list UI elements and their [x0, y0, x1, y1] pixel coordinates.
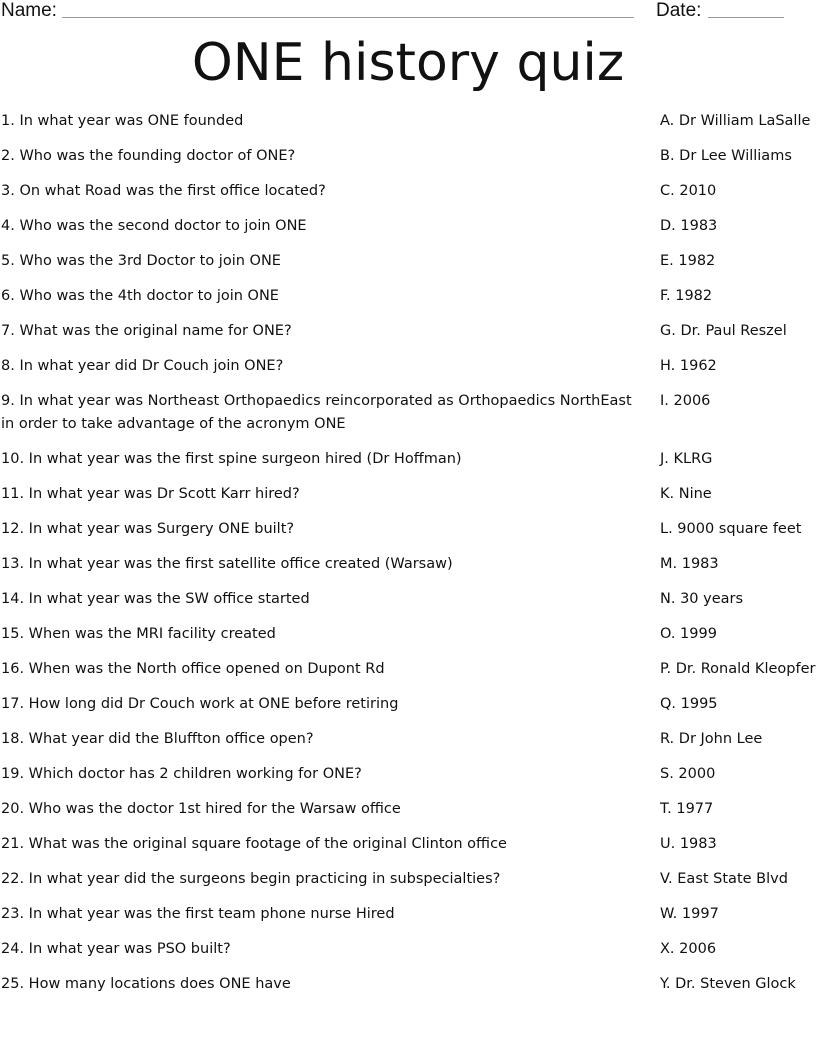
quiz-row [0, 518, 816, 553]
quiz-list [0, 110, 816, 1008]
quiz-row [0, 110, 816, 145]
question-text: 1. In what year was ONE founded [1, 113, 244, 129]
answer-option: R. Dr John Lee [660, 731, 763, 747]
quiz-row [0, 763, 816, 798]
quiz-row [0, 250, 816, 285]
question-text: 23. In what year was the first team phone nurse Hired [1, 906, 395, 922]
answer-option: N. 30 years [660, 591, 744, 607]
quiz-row [0, 215, 816, 250]
quiz-row [0, 180, 816, 215]
quiz-row [0, 355, 816, 390]
quiz-row [0, 285, 816, 320]
answer-option: W. 1997 [660, 906, 719, 922]
question-text: 17. How long did Dr Couch work at ONE before retiring [1, 696, 399, 712]
answer-option: I. 2006 [660, 393, 711, 409]
name-label: Name: [1, 0, 57, 21]
answer-option: L. 9000 square feet [660, 521, 802, 537]
quiz-row [0, 145, 816, 180]
answer-option: O. 1999 [660, 626, 717, 642]
question-text: 20. Who was the doctor 1st hired for the Warsaw office [1, 801, 401, 817]
quiz-row [0, 938, 816, 973]
question-text: 5. Who was the 3rd Doctor to join ONE [1, 253, 281, 269]
question-text: 22. In what year did the surgeons begin practicing in subspecialties? [1, 871, 501, 887]
question-text: 14. In what year was the SW office started [1, 591, 310, 607]
answer-option: V. East State Blvd [660, 871, 788, 887]
answer-option: B. Dr Lee Williams [660, 148, 792, 164]
answer-option: A. Dr William LaSalle [660, 113, 811, 129]
quiz-row [0, 320, 816, 355]
quiz-row [0, 588, 816, 623]
quiz-row [0, 868, 816, 903]
question-text: 25. How many locations does ONE have [1, 976, 291, 992]
name-date-header [0, 0, 816, 28]
question-text: 19. Which doctor has 2 children working for ONE? [1, 766, 362, 782]
answer-option: U. 1983 [660, 836, 717, 852]
quiz-row [0, 623, 816, 658]
page-title: ONE history quiz [191, 33, 625, 93]
question-text: 15. When was the MRI facility created [1, 626, 276, 642]
answer-option: X. 2006 [660, 941, 717, 957]
quiz-row [0, 693, 816, 728]
date-blank-line [708, 17, 784, 18]
quiz-row [0, 483, 816, 518]
question-text: 21. What was the original square footage of the original Clinton office [1, 836, 507, 852]
question-text: 16. When was the North office opened on Dupont Rd [1, 661, 385, 677]
answer-option: F. 1982 [660, 288, 713, 304]
answer-option: P. Dr. Ronald Kleopfer [660, 661, 816, 677]
answer-option: C. 2010 [660, 183, 717, 199]
answer-option: Q. 1995 [660, 696, 718, 712]
question-text: 12. In what year was Surgery ONE built? [1, 521, 295, 537]
quiz-row [0, 448, 816, 483]
answer-option: S. 2000 [660, 766, 716, 782]
question-text: 18. What year did the Bluffton office open? [1, 731, 314, 747]
quiz-row [0, 553, 816, 588]
answer-option: M. 1983 [660, 556, 719, 572]
question-text: 9. In what year was Northeast Orthopaedics reincorporated as Orthopaedics NorthEast in order to take advantage of the acronym ONE [1, 393, 632, 432]
quiz-row [0, 728, 816, 763]
answer-option: Y. Dr. Steven Glock [660, 976, 796, 992]
quiz-row [0, 903, 816, 938]
answer-option: J. KLRG [660, 451, 713, 467]
answer-option: E. 1982 [660, 253, 716, 269]
quiz-row [0, 658, 816, 693]
quiz-row [0, 833, 816, 868]
answer-option: H. 1962 [660, 358, 717, 374]
question-text: 13. In what year was the first satellite office created (Warsaw) [1, 556, 453, 572]
question-text: 10. In what year was the first spine surgeon hired (Dr Hoffman) [1, 451, 462, 467]
question-text: 4. Who was the second doctor to join ONE [1, 218, 307, 234]
question-text: 8. In what year did Dr Couch join ONE? [1, 358, 284, 374]
quiz-row [0, 973, 816, 1008]
answer-option: G. Dr. Paul Reszel [660, 323, 787, 339]
answer-option: T. 1977 [660, 801, 714, 817]
quiz-row [0, 390, 816, 448]
question-text: 3. On what Road was the first office located? [1, 183, 326, 199]
question-text: 2. Who was the founding doctor of ONE? [1, 148, 296, 164]
date-label: Date: [656, 0, 702, 21]
quiz-row [0, 798, 816, 833]
question-text: 7. What was the original name for ONE? [1, 323, 292, 339]
question-text: 11. In what year was Dr Scott Karr hired? [1, 486, 300, 502]
answer-option: D. 1983 [660, 218, 718, 234]
question-text: 6. Who was the 4th doctor to join ONE [1, 288, 279, 304]
answer-option: K. Nine [660, 486, 712, 502]
question-text: 24. In what year was PSO built? [1, 941, 231, 957]
name-blank-line [62, 17, 634, 18]
